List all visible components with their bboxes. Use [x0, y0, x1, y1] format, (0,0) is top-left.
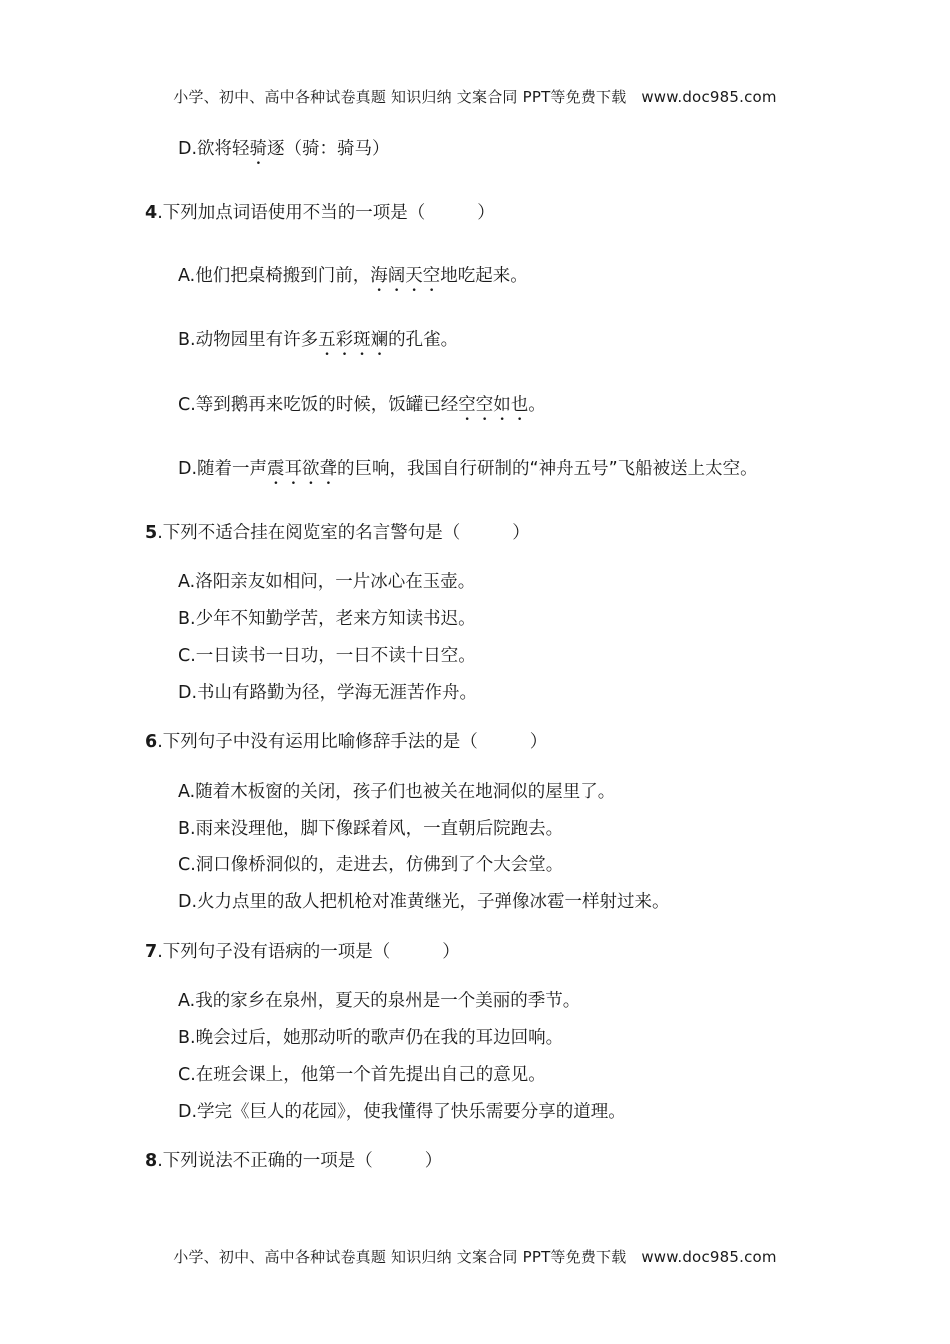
page-footer-banner	[0, 1246, 950, 1267]
question-number: 8	[145, 1151, 158, 1171]
q6-option-d: D.火力点里的敌人把机枪对准黄继光，子弹像冰雹一样射过来。	[178, 892, 670, 912]
q6-option-b: B.雨来没理他，脚下像踩着风，一直朝后院跑去。	[178, 819, 564, 839]
question-number: 7	[145, 942, 158, 962]
q5-option-a: A.洛阳亲友如相问，一片冰心在玉壶。	[178, 572, 476, 592]
emphasis-word: 海阔天空	[370, 266, 441, 286]
emphasis-word: 五彩斑斓	[318, 330, 389, 350]
q3-option-d: D.欲将轻骑逐（骑：骑马）	[178, 139, 390, 159]
header-site-url: www.doc985.com	[641, 88, 777, 106]
q4-option-b: B.动物园里有许多五彩斑斓的孔雀。	[178, 330, 459, 350]
q5-option-d: D.书山有路勤为径，学海无涯苦作舟。	[178, 683, 478, 703]
q7-option-d: D.学完《巨人的花园》，使我懂得了快乐需要分享的道理。	[178, 1102, 626, 1122]
question-number: 6	[145, 732, 158, 752]
emphasis-word: 震耳欲聋	[267, 459, 338, 479]
question-4-stem: 4.下列加点词语使用不当的一项是（ ）	[145, 203, 495, 223]
question-7-stem: 7.下列句子没有语病的一项是（ ）	[145, 942, 460, 962]
emphasis-word: 空空如也	[458, 395, 529, 415]
q4-option-d: D.随着一声震耳欲聋的巨响，我国自行研制的“神舟五号”飞船被送上太空。	[178, 459, 758, 479]
page-header-banner	[0, 86, 950, 107]
q6-option-a: A.随着木板窗的关闭，孩子们也被关在地洞似的屋里了。	[178, 782, 616, 802]
question-8-stem: 8.下列说法不正确的一项是（ ）	[145, 1151, 443, 1171]
header-banner-text: 小学、初中、高中各种试卷真题 知识归纳 文案合同 PPT等免费下载	[173, 88, 627, 106]
question-6-stem: 6.下列句子中没有运用比喻修辞手法的是（ ）	[145, 732, 548, 752]
q5-option-b: B.少年不知勤学苦，老来方知读书迟。	[178, 609, 476, 629]
footer-site-url: www.doc985.com	[641, 1248, 777, 1266]
question-number: 5	[145, 523, 158, 543]
q7-option-b: B.晚会过后，她那动听的歌声仍在我的耳边回响。	[178, 1028, 564, 1048]
question-number: 4	[145, 203, 158, 223]
q7-option-c: C.在班会课上，他第一个首先提出自己的意见。	[178, 1065, 546, 1085]
q6-option-c: C.洞口像桥洞似的，走进去，仿佛到了个大会堂。	[178, 855, 564, 875]
q7-option-a: A.我的家乡在泉州，夏天的泉州是一个美丽的季节。	[178, 991, 581, 1011]
q4-option-c: C.等到鹅再来吃饭的时候，饭罐已经空空如也。	[178, 395, 546, 415]
question-5-stem: 5.下列不适合挂在阅览室的名言警句是（ ）	[145, 523, 530, 543]
q5-option-c: C.一日读书一日功，一日不读十日空。	[178, 646, 476, 666]
q4-option-a: A.他们把桌椅搬到门前，海阔天空地吃起来。	[178, 266, 528, 286]
emphasis-word: 骑	[249, 139, 268, 159]
footer-banner-text: 小学、初中、高中各种试卷真题 知识归纳 文案合同 PPT等免费下载	[173, 1248, 627, 1266]
